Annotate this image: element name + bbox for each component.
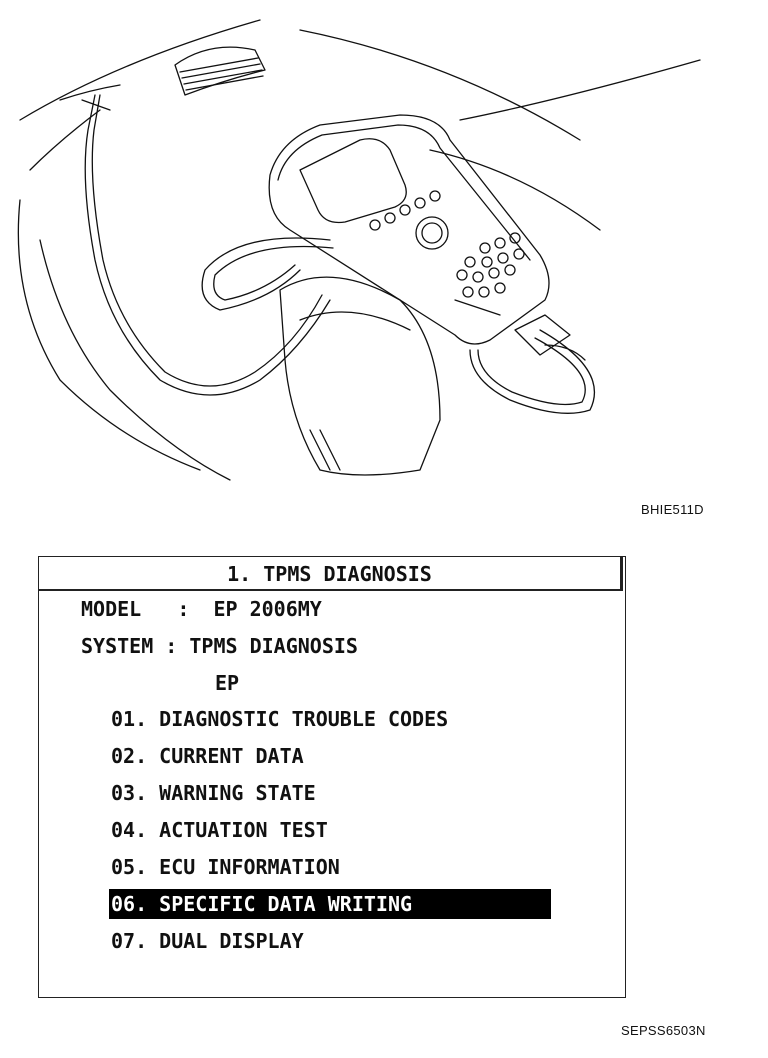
pedal-icon (175, 47, 265, 95)
menu-item-current-data[interactable] (109, 744, 304, 774)
illustration-caption: BHIE511D (641, 502, 704, 517)
screen-title: 1. TPMS DIAGNOSIS (227, 562, 432, 586)
scan-tool-illustration (0, 0, 768, 500)
menu-item-specific-data-writing[interactable] (109, 889, 551, 919)
system-row: SYSTEM : TPMS DIAGNOSIS (81, 634, 358, 658)
menu-item-label: 03. WARNING STATE (111, 781, 316, 805)
system-sub-row (215, 671, 239, 695)
menu-item-label: 06. SPECIFIC DATA WRITING (111, 892, 413, 916)
model-label: MODEL (81, 597, 142, 621)
system-label: SYSTEM (81, 634, 154, 658)
screen-title-bar (39, 557, 623, 591)
system-sub: EP (215, 671, 240, 695)
menu-item-label: 02. CURRENT DATA (111, 744, 304, 768)
scan-tool-screen (38, 556, 626, 998)
model-row: MODEL : EP 2006MY (81, 597, 322, 621)
model-value: EP 2006MY (213, 597, 322, 621)
menu-item-dual-display[interactable] (109, 929, 304, 959)
menu-item-label: 04. ACTUATION TEST (111, 818, 328, 842)
screen-caption: SEPSS6503N (621, 1023, 706, 1038)
menu-item-label: 05. ECU INFORMATION (111, 855, 340, 879)
menu-item-warning-state[interactable] (109, 781, 316, 811)
menu-item-actuation-test[interactable] (109, 818, 328, 848)
menu-item-ecu-information[interactable] (109, 855, 340, 885)
system-value: TPMS DIAGNOSIS (189, 634, 358, 658)
menu-item-dtc[interactable] (109, 707, 448, 737)
menu-item-label: 07. DUAL DISPLAY (111, 929, 304, 953)
menu-item-label: 01. DIAGNOSTIC TROUBLE CODES (111, 707, 449, 731)
scan-tool-icon (269, 115, 585, 360)
